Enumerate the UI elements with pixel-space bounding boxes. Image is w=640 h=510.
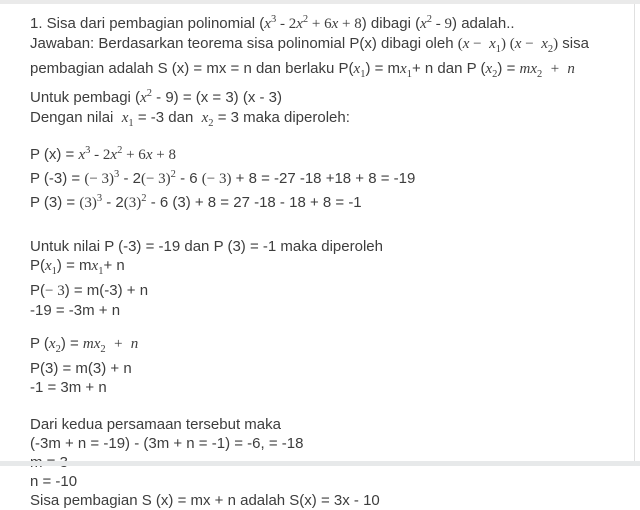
text-segment: + 8 [338,16,362,32]
text-segment: Dari kedua persamaan tersebut maka [30,416,281,433]
text-segment: x [514,36,522,52]
text-segment: x [45,258,52,274]
text-segment: + [542,61,568,77]
text-line [30,378,598,397]
text-segment: 1. Sisa dari pembagian polinomial ( [30,15,265,32]
text-segment: = 3 maka diperoleh: [213,109,350,126]
text-segment: ) = [60,335,83,352]
text-segment: - 2 [119,170,141,187]
text-segment: 3 [85,145,91,156]
text-segment: 1 [98,266,104,277]
text-segment: x [121,110,129,126]
text-segment: mx [519,61,538,77]
bottom-border [0,461,640,466]
text-segment: ) adalah.. [452,15,515,32]
text-segment: - 6 [175,170,202,187]
text-line [30,415,598,434]
text-segment: - 2 [276,16,297,32]
text-segment: x [420,16,427,32]
text-segment: - 2 [90,147,111,163]
text-segment: x [264,16,271,32]
text-segment: P (3) = [30,194,80,211]
text-segment: x [485,61,493,77]
text-line [30,59,598,84]
text-segment: (− 3) [140,171,171,187]
text-line [30,34,598,59]
text-segment: (− 3) [201,171,232,187]
text-segment: n [567,61,575,77]
text-segment: x [140,90,147,106]
text-segment: x [296,16,303,32]
text-segment: x [78,147,86,163]
text-line [30,301,598,320]
text-segment: (3) [79,195,97,211]
text-segment: P (-3) = [30,170,85,187]
text-line [30,434,598,453]
text-segment: 1 [128,118,134,129]
text-segment: − 3 [45,283,65,299]
text-segment: x [91,258,99,274]
text-segment: x [541,36,548,52]
text-segment: x [110,147,118,163]
text-segment: x [353,61,361,77]
paragraph [30,10,598,133]
text-segment: Dengan nilai [30,109,122,126]
text-segment: Untuk nilai P (-3) = -19 dan P (3) = -1 maka diperoleh [30,238,383,255]
text-segment: pembagian adalah S (x) = mx = n dan berlaku P( [30,60,354,77]
text-segment: ) = [497,60,520,77]
text-segment: 2 [537,69,543,80]
text-segment: 2 [117,145,123,156]
text-segment: 2 [146,88,152,99]
text-segment: Jawaban: Berdasarkan teorema sisa polinomial P(x) dibagi oleh [30,35,458,52]
text-segment: ) dibagi ( [361,15,421,32]
text-segment: P( [30,282,45,299]
text-segment: 3 [270,14,277,25]
text-line [30,10,598,34]
text-segment: ( [457,36,463,52]
paragraph [30,334,598,397]
text-segment: - 9 [432,16,453,32]
text-segment: ) = m(-3) + n [64,282,149,299]
text-segment: 2 [302,14,309,25]
text-segment: x [145,147,153,163]
text-segment: ) ( [501,36,515,52]
text-segment: Untuk pembagi ( [30,89,141,106]
text-segment: 2 [55,344,61,355]
text-segment: ) = m [365,60,401,77]
text-line [30,189,598,213]
text-segment: n [130,336,139,352]
text-segment: - 2 [102,194,124,211]
text-line [30,281,598,301]
text-segment: 1 [495,44,502,55]
text-line [30,141,598,165]
text-segment: + 6 [308,16,332,32]
text-segment: (3) [123,195,142,211]
text-line [30,165,598,189]
text-segment: (-3m + n = -19) - (3m + n = -1) = -6, = -18 [30,435,304,452]
text-segment: + 6 [122,147,146,163]
text-segment: 2 [208,118,214,129]
text-segment: 1 [51,266,57,277]
text-segment: x [331,16,339,32]
text-segment: 2 [100,344,106,355]
text-segment: + n dan P ( [411,60,486,77]
text-segment: 3 [96,193,103,204]
text-segment: 1 [406,69,412,80]
text-line [30,359,598,378]
text-segment: 2 [141,193,147,204]
text-segment: ) [553,36,559,52]
text-segment: + n [103,257,125,274]
text-line [30,334,598,359]
paragraph [30,141,598,213]
text-line [30,256,598,281]
text-segment: 2 [492,69,498,80]
text-segment: + 8 [152,147,176,163]
text-segment: + [105,336,131,352]
text-segment: x [400,61,407,77]
text-segment: x [201,110,209,126]
text-segment: Sisa pembagian S (x) = mx + n adalah S(x) = 3x - 10 [30,492,380,509]
document-content [30,10,598,510]
text-segment: P(3) = m(3) + n [30,360,132,377]
text-segment: 1 [360,69,366,80]
text-line [30,472,598,491]
text-line [30,491,598,510]
text-line [30,84,598,108]
text-segment: -19 = -3m + n [30,302,121,319]
text-segment: - 6 (3) + 8 = 27 -18 - 18 + 8 = -1 [146,194,362,211]
text-segment: = -3 dan [133,109,202,126]
text-segment: P( [30,257,45,274]
text-segment: + 8 = -27 -18 +18 + 8 = -19 [231,170,416,187]
text-segment: 2 [547,44,554,55]
text-segment: ) = m [56,257,92,274]
text-line [30,237,598,256]
text-segment: − [469,36,490,52]
text-segment: 3 [114,169,120,180]
top-border [0,0,640,4]
text-segment: x [489,36,496,52]
text-segment: -1 = 3m + n [30,379,107,396]
text-segment: - 9) = (x = 3) (x - 3) [151,89,283,106]
text-segment: − [521,36,542,52]
right-divider [634,4,635,461]
paragraph [30,237,598,320]
text-segment: mx [82,336,101,352]
text-segment: sisa [558,35,589,52]
text-segment: (− 3) [84,171,115,187]
text-segment: n = -10 [30,473,78,490]
text-segment: x [48,336,56,352]
text-segment: P ( [30,335,49,352]
text-segment: 2 [426,14,433,25]
text-segment: P (x) = [30,146,79,163]
text-line [30,108,598,133]
text-segment: x [462,36,470,52]
text-segment: 2 [170,169,176,180]
